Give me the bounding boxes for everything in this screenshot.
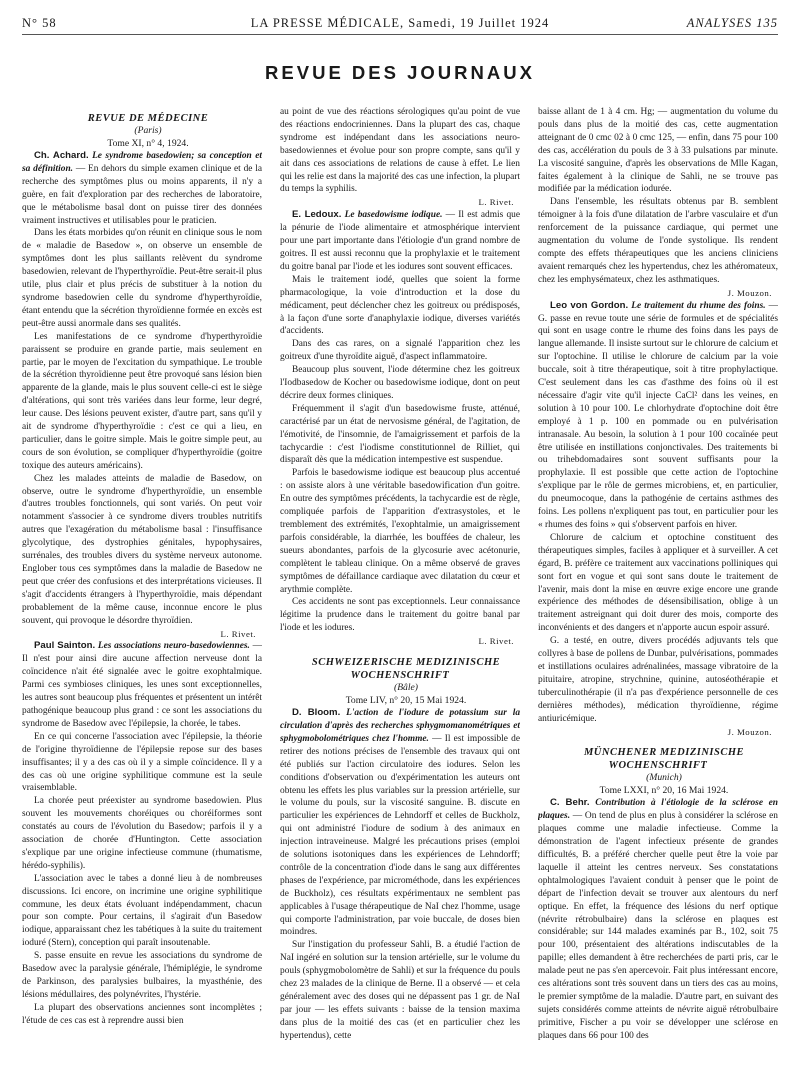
article-title: Le syndrome basedowien; sa conception et sa définition. [22,151,262,174]
signature: J. Mouzon. [727,287,772,298]
article-behr [538,797,778,1042]
article-text: — Il est impossible de retirer des notions précises de l'ensemble des travaux qui ont été publiés sur l'action circulatoire des iodures. Selon les conditions d'observation ou d'expérimentation les auteurs ont obtenu les effets les plus variables sur la pression artérielle, sur le volume du pouls, sur la viscosité sanguine. B. discute en particulier les expériences de Lehndorff et celles de Buckholz, qui ont administré l'iodure de sodium à des animaux en injection intraveineuse. Malgré les précautions prises (emploi de solutions isotoniques dans les expériences de Lehndorff; contrôle de la concentration d'iode dans le sang aux différentes phases de l'expérience, par microméthode, dans les expériences de Buckholz), ces résultats expérimentaux ne semblent pas applicables à l'usage thérapeutique de NaI chez l'homme, usage qui comporte l'administration, par voie buccale, de doses bien moindres. [280,733,520,938]
paragraph: Sur l'instigation du professeur Sahli, B. a étudié l'action de NaI ingéré en solution sur la tension artérielle, sur le volume du pouls (sphygmobolomètre de Sahli) et sur la fréquence du pouls chez 23 malades de la clinique de Berne. Il a observé — et cela généralement avec des doses qui ne dépassent pas 1 gr. de NaI par jour — les effets suivants : baisse de la tension maxima dans plus de la moitié des cas (et en particulier chez les hypertendus), cette [280,940,520,1041]
article-bloom [280,707,520,939]
signature: L. Rivet. [220,628,256,639]
paragraph: Dans des cas rares, on a signalé l'apparition chez les goitreux d'une thyroïdite aiguë, d'aspect inflammatoire. [280,339,520,363]
article-title: Le basedowisme iodique. [344,210,443,221]
page-title: REVUE DES JOURNAUX [265,62,535,83]
article-author: Leo von Gordon. [550,299,629,311]
journal-city: (Bâle) [394,682,418,694]
article-title: L'action de l'iodure de potassium sur la circulation d'après des recherches sphygmomanométriques et sphygmobolométriques chez l'homme. [280,708,520,744]
paragraph: Chlorure de calcium et optochine constituent des thérapeutiques simples, faciles à appliquer et à surveiller. A cet égard, B. préfère ce traitement aux vaccinations polliniques qui sont fort en vogue et qui sont sans doute le traitement de l'avenir, mais dont la mise en œuvre exige encore une grande expérience des méthodes de désensibilisation, oblige à un traitement astreignant qui doit durer des mois, comporte des inconvénients et des dangers et n'apporte aucun espoir assuré. [538,532,778,634]
article-title: Les associations neuro-basedowiennes. [97,641,250,652]
article-text: — En dehors du simple examen clinique et de la recherche des symptômes plus ou moins apparents, il n'y a guère, en fait d'exploration par des recherches de laboratoire, que le métabolisme basal dont on puisse tirer des données vraiment instructives et utilisables pour le praticien. [22,163,262,226]
article-gordon [538,300,778,532]
article-text: — G. passe en revue toute une série de formules et de spécialités qui sont en usage contre le rhume des foins dans les pays de langue allemande. Il insiste surtout sur le chlorure de calcium et sur l'optochine. Il utilise le chlorure de calcium par la voie buccale, soit à titre thérapeutique, soit à titre prophylactique. C'est seulement dans les cas d'asthme des foins où il est nécessaire d'agir vite qu'il injecte CaCl² dans les veines, en solution à 10 pour 100. Le chlorhydrate d'optochine doit être employé à 1 p. 100 en pommade ou en pulvérisation intranasale. Au besoin, la solution à 1 pour 100 cocaïnée peut être utilisée en instillations conjonctivales. Des traitements bi ou trihebdomadaires sont souvent suffisants pour la prophylaxie. Il est possible que cette action de l'optochine s'explique par le rôle de germes microbiens, et, en particulier, du pneumocoque, dans la pathogénie de certains asthmes des foins. Les pollens n'expliquent pas tout, en particulier pour les « rhumes des foins » qui s'observent parfois en hiver. [538,300,778,530]
article-text: — Il n'est pour ainsi dire aucune affection nerveuse dont la coïncidence n'ait été signalée avec le goitre exophtalmique. Parmi ces symbioses cliniques, les unes sont exceptionnelles, les autres sont beaucoup plus fréquentes et présentent un intérêt pathogénique beaucoup plus grand : ce sont les associations du syndrome de Basedow avec l'épilepsie, la chorée, le tabes. [22,641,262,729]
journal-issue: Tome LIV, n° 20, 15 Mai 1924. [345,695,467,707]
journal-heading: SCHWEIZERISCHE MEDIZINISCHE WOCHENSCHRIFT [311,657,501,682]
paragraph: Fréquemment il s'agit d'un basedowisme fruste, atténué, caractérisé par un état de nervosisme général, de l'agitation, de l'émotivité, de l'insomnie, de l'amaigrissement et parfois de la tachycardie : c'est l'iodisme constitutionnel de Rilliet, qui disparaît dès que la médication intempestive est suspendue. [280,403,520,466]
article-ledoux [280,209,520,274]
signature: L. Rivet. [478,636,514,647]
article-author: Paul Sainton. [34,640,96,652]
article-achard [22,150,262,227]
journal-date: LA PRESSE MÉDICALE, Samedi, 19 Juillet 1924 [250,16,550,30]
article-sainton [22,640,262,730]
issue-number: N° 58 [22,16,57,30]
paragraph: Dans l'ensemble, les résultats obtenus par B. semblent témoigner à la fois d'une dilatation de l'arbre vasculaire et d'un renforcement de la puissance cardiaque, qui permet une augmentation du volume de l'onde systolique. Ils rendent compte des effets thérapeutiques que les anciens cliniciens avaient remarqués chez les hypertendus, chez les athéromateux, chez les emphysémateux, chez les asthmatiques. [538,197,778,285]
paragraph: G. a testé, en outre, divers procédés adjuvants tels que collyres à base de pollens de Dunbar, pulvérisations, pommades et instillations oculaires adrénalinées, massage vibratoire de la pituitaire, atropine, strychnine, quinine, autoséothérapie et tuberculinothérapie (il n'a pas d'expérience personnelle de ces dernières méthodes), médication thyroïdienne, régime antiuricémique. [538,636,778,724]
paragraph: L'association avec le tabes a donné lieu à de nombreuses discussions. Ici encore, on incrimine une origine syphilitique commune, les deux états évoluant indépendamment, chacun pour son compte. Pour certains, il s'agirait d'un Basedow iodique, apparaissant chez les tabétiques à la suite du traitement ioduré (Stern), conception qui paraît insoutenable. [22,873,262,949]
article-author: E. Ledoux. [292,209,342,221]
paragraph: La plupart des observations anciennes sont incomplètes ; l'étude de ces cas est à reprendre aussi bien [22,1002,262,1026]
paragraph: Les manifestations de ce syndrome d'hyperthyroïdie paraissent se produire en grande partie, mais seulement en partie, par le moyen de l'excitation du sympathique. Le trouble de la sécrétion thyroïdienne peut être provoqué sans lésion bien apparente de la glande, mais le plus souvent celle-ci est le siège d'altérations, qui sont très variées dans leur forme, leur degré, leur cause. Des lésions peuvent exister, d'autre part, sans qu'il y ait de syndrome d'hyperthyroïdie : c'est ce qui a lieu, en particulier, dans le goitre simple. Mais le goitre simple peut, au cours de son évolution, se compliquer d'hyperthyroïdie (goitre toxique des auteurs américains). [22,331,262,471]
article-author: C. Behr. [550,797,590,809]
section-page: ANALYSES 135 [686,16,778,30]
signature: L. Rivet. [478,197,514,208]
column-left [22,106,262,1068]
paragraph: baisse allant de 1 à 4 cm. Hg; — augmentation du volume du pouls dans plus de la moitié des cas, cette augmentation atteignant de 0 cmc 02 à 0 cmc 125, — enfin, dans 75 pour 100 des cas, accélération du pouls de 3 à 33 pulsations par minute. La viscosité sanguine, d'après les observations de Mlle Kagan, faites également à la clinique de Sahli, ne se trouve pas modifiée par la médication iodurée. [538,107,778,195]
running-header [22,16,778,32]
journal-issue: Tome LXXI, n° 20, 16 Mai 1924. [599,785,729,797]
journal-heading: REVUE DE MÉDECINE [87,113,209,124]
paragraph: Beaucoup plus souvent, l'iode détermine chez les goitreux l'Iodbasedow de Kocher ou basedowisme iodique, dont on peut décrire deux formes cliniques. [280,365,520,401]
paragraph: Dans les états morbides qu'on réunit en clinique sous le nom de « maladie de Basedow », on observe un ensemble de symptômes dont les plus saillants relèvent du syndrome basedowien, relevant de l'hyperthyroïdie. Peut-être serait-il plus utile, plus clair et plus précis de substituer à la notion du syndrome basedowien celle du syndrome d'hyperthyroïdie, étant entendu que la sécrétion thyroïdienne formée en excès est peut-être aussi anormale dans ses qualités. [22,228,262,329]
journal-issue: Tome XI, n° 4, 1924. [107,138,189,149]
article-title: Le traitement du rhume des foins. [631,300,766,311]
paragraph: Chez les malades atteints de maladie de Basedow, on observe, outre le syndrome d'hyperthyroïdie, un ensemble d'autres troubles fonctionnels, qui sont variés. On peut voir notamment s'associer à ce syndrome divers troubles nutritifs autres que l'exagération du métabolisme basal : l'insuffisance glycolytique, des dystrophies génitales, hypophysaires, surrénales, des troubles divers du système nerveux autonome. Englober tous ces symptômes dans la maladie de Basedow ne peut que créer des confusions et des interprétations vicieuses. Il s'agit d'accidents étrangers à l'hyperthyroïdie, mais dépendant probablement de la même cause, inconnue encore le plus souvent, qui provoque le désordre thyroïdien. [22,473,262,626]
journal-city: (Paris) [134,125,162,136]
article-title: Contribution à l'étiologie de la sclérose en plaques. [538,798,778,822]
paragraph: Mais le traitement iodé, quelles que soient la forme pharmacologique, la voie d'introduction et la dose du médicament, peut déclencher chez les goitreux ou prédisposés, à la façon d'une sorte d'anaphylaxie iodique, diverses variétés d'accidents. [280,274,520,337]
paragraph: au point de vue des réactions sérologiques qu'au point de vue des réactions endocriniennes. Dans la plupart des cas, chaque syndrome est indépendant dans les associations neuro-basedowiennes et évolue pour son propre compte, sans qu'il y ait dans ces associations de relations de cause à effet. Le lien qui les relie est dans la majorité des cas une infection, la plupart du temps la syphilis. [280,107,520,195]
paragraph: Parfois le basedowisme iodique est beaucoup plus accentué : on assiste alors à une véritable basedowification d'un goitre. En outre des symptômes précédents, la tachycardie est de règle, compliquée parfois de l'apparition d'extrasystoles, et le tremblement des extrémités, l'exophtalmie, un amaigrissement parfois considérable, la diarrhée, les bouffées de chaleur, les sueurs abondantes, parfois de la glycosurie avec acétonurie, complètent le tableau clinique. On a même observé de graves symptômes de défaillance cardiaque avec dilatation du cœur et arythmie complète. [280,468,520,595]
signature: J. Mouzon. [727,726,772,737]
article-author: Ch. Achard. [34,150,89,161]
journal-heading: MÜNCHENER MEDIZINISCHE WOCHENSCHRIFT [583,747,745,772]
paragraph: En ce qui concerne l'association avec l'épilepsie, la théorie de l'origine thyroïdienne de l'épilepsie repose sur des bases insuffisantes; il y a des cas où il y a simple coïncidence. Il y a des cas où une origine syphilitique commune est la seule vraisemblable. [22,731,262,794]
article-author: D. Bloom. [292,707,341,719]
header-rule [22,34,778,35]
paragraph: La chorée peut préexister au syndrome basedowien. Plus souvent les mouvements choréiques ou choréiformes sont constatés au cours de l'évolution du Basedow; parfois il y a association de chorée d'Huntington. Cette association s'explique par une origine infectieuse commune (rhumatisme, hérédo-syphilis). [22,796,262,871]
column-right [538,106,778,1068]
paragraph: S. passe ensuite en revue les associations du syndrome de Basedow avec la paralysie générale, l'hémiplégie, le syndrome de Parkinson, des paralysies bulbaires, la myasthénie, des lésions médullaires, des polynévrites, l'hystérie. [22,951,262,1000]
article-text: — Il est admis que la pénurie de l'iode alimentaire et atmosphérique intervient pour une part importante dans l'étiologie d'un grand nombre de goitres. Il est aussi reconnu que la prophylaxie et le traitement du goitre banal par l'iode et les iodures sont souvent efficaces. [280,210,520,272]
journal-city: (Munich) [646,772,682,784]
column-middle [280,106,520,1068]
paragraph: Ces accidents ne sont pas exceptionnels. Leur connaissance légitime la prudence dans le traitement du goitre banal par l'iode et les iodures. [280,597,520,634]
article-text: — On tend de plus en plus à considérer la sclérose en plaques comme une maladie infectieuse. Comme la démonstration de l'agent infectieux présente de grandes difficultés, B. a préféré chercher quelle peut être la voie par laquelle il atteint les centres nerveux. Ses constatations ophtalmologiques l'avaient conduit à penser que le point de départ de l'infection devait se trouver aux alentours du nerf optique. En effet, la fréquence des lésions du nerf optique (névrite rétrobulbaire) dans la sclérose en plaques est considérable; sur 144 malades examinés par B., 102, soit 75 pour 100, présentaient des altérations indiscutables de la papille; elles demandent à être recherchées de parti pris, car le malade peut ne pas s'en apercevoir. Fait plus intéressant encore, ces altérations sont très souvent dans un tiers des cas au moins, le premier symptôme de la maladie. D'autre part, en suivant des sujets considérés comme atteints de névrite aiguë rétrobulbaire primitive, Fischer a pu voir se développer une sclérose en plaques dans 66 pour 100 des [538,811,778,1041]
